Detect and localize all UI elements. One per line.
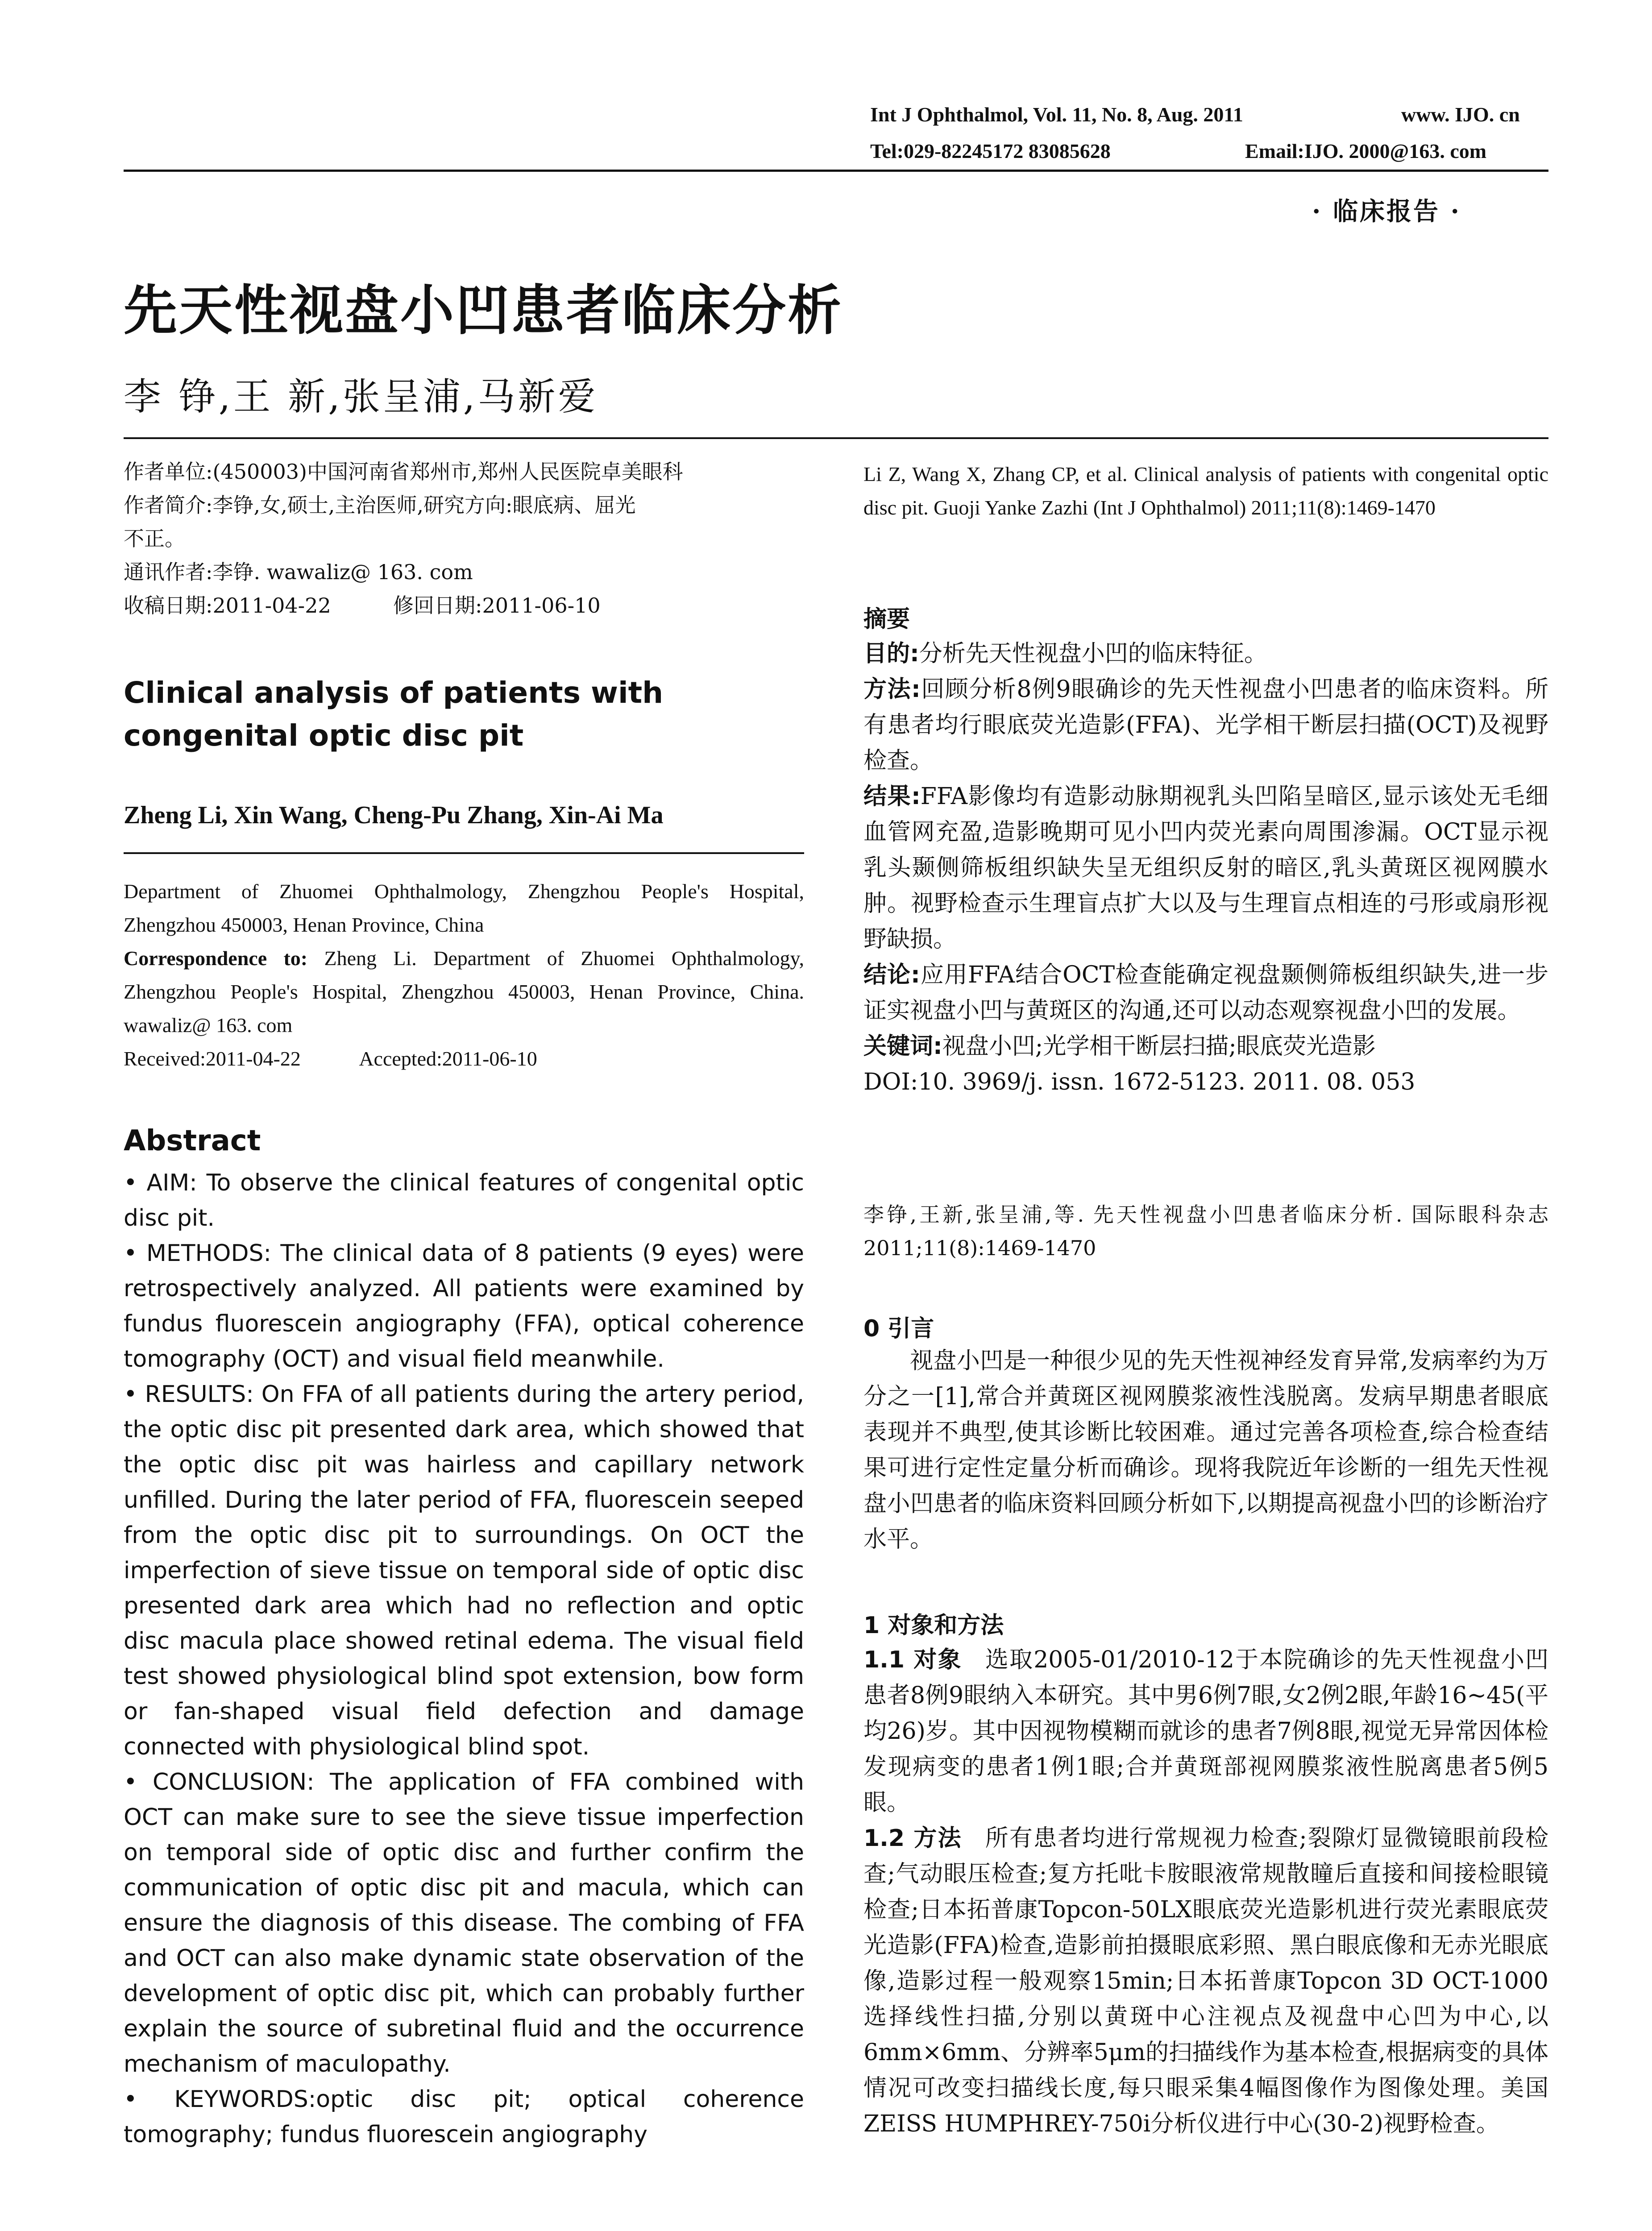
- title-cn: 先天性视盘小凹患者临床分析: [124, 280, 843, 342]
- results-label-cn: 结果:: [863, 783, 921, 810]
- dates-en: [124, 1042, 804, 1075]
- revised-cn: 修回日期:2011-06-10: [393, 593, 601, 618]
- methods-text-cn: 回顾分析8例9眼确诊的先天性视盘小凹患者的临床资料。所有患者均行眼底荧光造影(FFA)、光学相干断层扫描(OCT)及视野检查。: [863, 676, 1549, 774]
- received-en: Received:2011-04-22: [124, 1047, 301, 1070]
- section-1-2-label: 1.2 方法: [863, 1825, 962, 1852]
- abstract-keywords: • KEYWORDS:optic disc pit; optical coherence tomography; fundus fluorescein angiography: [124, 2086, 804, 2148]
- conclusion-text-cn: 应用FFA结合OCT检查能确定视盘颞侧筛板组织缺失,进一步证实视盘小凹与黄斑区的沟通,还可以动态观察视盘小凹的发展。: [863, 962, 1549, 1024]
- conclusion-label-cn: 结论:: [863, 962, 920, 988]
- journal-website: www. IJO. cn: [1401, 103, 1520, 126]
- aim-label-cn: 目的:: [863, 640, 919, 667]
- doi: DOI:10. 3969/j. issn. 1672-5123. 2011. 08. 053: [863, 1069, 1415, 1095]
- title-en: Clinical analysis of patients with congenital optic disc pit: [124, 676, 664, 753]
- aim-text-cn: 分析先天性视盘小凹的临床特征。: [919, 640, 1267, 667]
- bio-cn-cont: 不正。: [124, 527, 185, 551]
- citation-cn: 李铮,王新,张呈浦,等. 先天性视盘小凹患者临床分析. 国际眼科杂志 2011;11(8):1469-1470: [863, 1203, 1548, 1260]
- department-en: [124, 875, 804, 1075]
- abstract-en: [124, 1165, 804, 2152]
- affiliation-cn: 作者单位:(450003)中国河南省郑州市,郑州人民医院卓美眼科: [124, 460, 683, 484]
- abstract-aim: • AIM: To observe the clinical features of congenital optic disc pit.: [124, 1169, 804, 1232]
- section-1-1-text: 选取2005-01/2010-12于本院确诊的先天性视盘小凹患者8例9眼纳入本研究。其中男6例7眼,女2例2眼,年龄16~45(平均26)岁。其中因视物模糊而就诊的患者7例8眼,视觉无异常因体检发现病变的患者1例1眼;合并黄斑部视网膜浆液性脱离患者5例5眼。: [863, 1646, 1548, 1816]
- abstract-cn-keywords: [863, 1028, 1548, 1064]
- abstract-methods: • METHODS: The clinical data of 8 patients (9 eyes) were retrospectively analyzed. All patients were examined by fundus fluorescein angiography (FFA), optical coherence tomography (OCT) and visual field meanwhile.: [124, 1240, 804, 1373]
- keywords-label-cn: 关键词:: [863, 1033, 942, 1060]
- authors-cn: 李 铮,王 新,张呈浦,马新爱: [124, 375, 598, 419]
- journal-info: Int J Ophthalmol, Vol. 11, No. 8, Aug. 2011: [870, 103, 1243, 126]
- intro-text: 视盘小凹是一种很少见的先天性视神经发育异常,发病率约为万分之一[1],常合并黄斑区视网膜浆液性浅脱离。发病早期患者眼底表现并不典型,使其诊断比较困难。通过完善各项检查,综合检查结果可进行定性定量分析而确诊。现将我院近年诊断的一组先天性视盘小凹患者的临床资料回顾分析如下,以期提高视盘小凹的诊断治疗水平。: [863, 1348, 1548, 1553]
- journal-tel: Tel:029-82245172 83085628: [870, 140, 1111, 162]
- authors-rule: [124, 852, 804, 854]
- keywords-text-cn: 视盘小凹;光学相干断层扫描;眼底荧光造影: [942, 1033, 1376, 1060]
- correspondence-cn: 通讯作者:李铮. wawaliz@ 163. com: [124, 560, 473, 584]
- title-rule: [124, 437, 1548, 439]
- correspondence-label: Correspondence to:: [124, 947, 308, 970]
- citation-en: Li Z, Wang X, Zhang CP, et al. Clinical analysis of patients with congenital optic disc pit. Guoji Yanke Zazhi (Int J Ophthalmol) 2011;11(8):1469-1470: [863, 463, 1548, 519]
- correspondence-en: [124, 941, 804, 1042]
- section-tag: · 临床报告 ·: [1312, 197, 1461, 226]
- authors-en: Zheng Li, Xin Wang, Cheng-Pu Zhang, Xin-Ai Ma: [124, 801, 664, 829]
- section-1-2: [863, 1820, 1548, 2142]
- abstract-conclusion: • CONCLUSION: The application of FFA combined with OCT can make sure to see the sieve tissue imperfection on temporal side of optic disc and further confirm the communication of optic disc pit and macula, which can ensure the diagnosis of this disease. The combing of FFA and OCT can also make dynamic state observation of the development of optic disc pit, which can probably further explain the source of subretinal fluid and the occurrence mechanism of maculopathy.: [124, 1769, 804, 2078]
- abstract-results: • RESULTS: On FFA of all patients during the artery period, the optic disc pit presented dark area, which showed that the optic disc pit was hairless and capillary network unfilled. During the later period of FFA, fluorescein seeped from the optic disc pit to surroundings. On OCT the imperfection of sieve tissue on temporal side of optic disc presented dark area which had no reflection and optic disc macula place showed retinal edema. The visual field test showed physiological blind spot extension, bow form or fan-shaped visual field defection and damage connected with physiological blind spot.: [124, 1381, 804, 1760]
- dates-cn: [124, 589, 804, 622]
- section-1-1: [863, 1642, 1548, 1820]
- journal-email: Email:IJO. 2000@163. com: [1245, 140, 1487, 162]
- abstract-cn-heading: 摘要: [863, 606, 910, 633]
- department-text: Department of Zhuomei Ophthalmology, Zhengzhou People's Hospital, Zhengzhou 450003, Henan Province, China: [124, 880, 804, 936]
- results-text-cn: FFA影像均有造影动脉期视乳头凹陷呈暗区,显示该处无毛细血管网充盈,造影晚期可见小凹内荧光素向周围渗漏。OCT显示视乳头颞侧筛板组织缺失呈无组织反射的暗区,乳头黄斑区视网膜水肿。视野检查示生理盲点扩大以及与生理盲点相连的弓形或扇形视野缺损。: [863, 783, 1548, 953]
- abstract-cn-aim: [863, 636, 1548, 672]
- abstract-cn-results: [863, 779, 1548, 957]
- abstract-cn: [863, 636, 1548, 1100]
- info-cn: [124, 455, 804, 622]
- methods-heading: 1 对象和方法: [863, 1612, 1004, 1639]
- received-cn: 收稿日期:2011-04-22: [124, 593, 331, 618]
- bio-cn: 作者简介:李铮,女,硕士,主治医师,研究方向:眼底病、屈光: [124, 493, 636, 517]
- abstract-heading: Abstract: [124, 1124, 261, 1157]
- section-1-2-text: 所有患者均进行常规视力检查;裂隙灯显微镜眼前段检查;气动眼压检查;复方托吡卡胺眼液常规散瞳后直接和间接检眼镜检查;日本拓普康Topcon-50LX眼底荧光造影机进行荧光素眼底荧光造影(FFA)检查,造影前拍摄眼底彩照、黑白眼底像和无赤光眼底像,造影过程一般观察15min;日本拓普康Topcon 3D OCT-1000选择线性扫描,分别以黄斑中心注视点及视盘中心凹为中心,以6mm×6mm、分辨率5μm的扫描线作为基本检查,根据病变的具体情况可改变扫描线长度,每只眼采集4幅图像作为图像处理。美国ZEISS HUMPHREY-750i分析仪进行中心(30-2)视野检查。: [863, 1825, 1548, 2137]
- intro-heading: 0 引言: [863, 1315, 934, 1342]
- header-rule: [124, 170, 1548, 172]
- abstract-cn-methods: [863, 672, 1548, 779]
- methods-label-cn: 方法:: [863, 676, 921, 703]
- section-1-1-label: 1.1 对象: [863, 1646, 962, 1673]
- correspondence-text: Zheng Li. Department of Zhuomei Ophthalmology, Zhengzhou People's Hospital, Zhengzhou 450003, Henan Province, China. wawaliz@ 163. com: [124, 947, 804, 1037]
- abstract-cn-conclusion: [863, 957, 1548, 1028]
- accepted-en: Accepted:2011-06-10: [359, 1047, 537, 1070]
